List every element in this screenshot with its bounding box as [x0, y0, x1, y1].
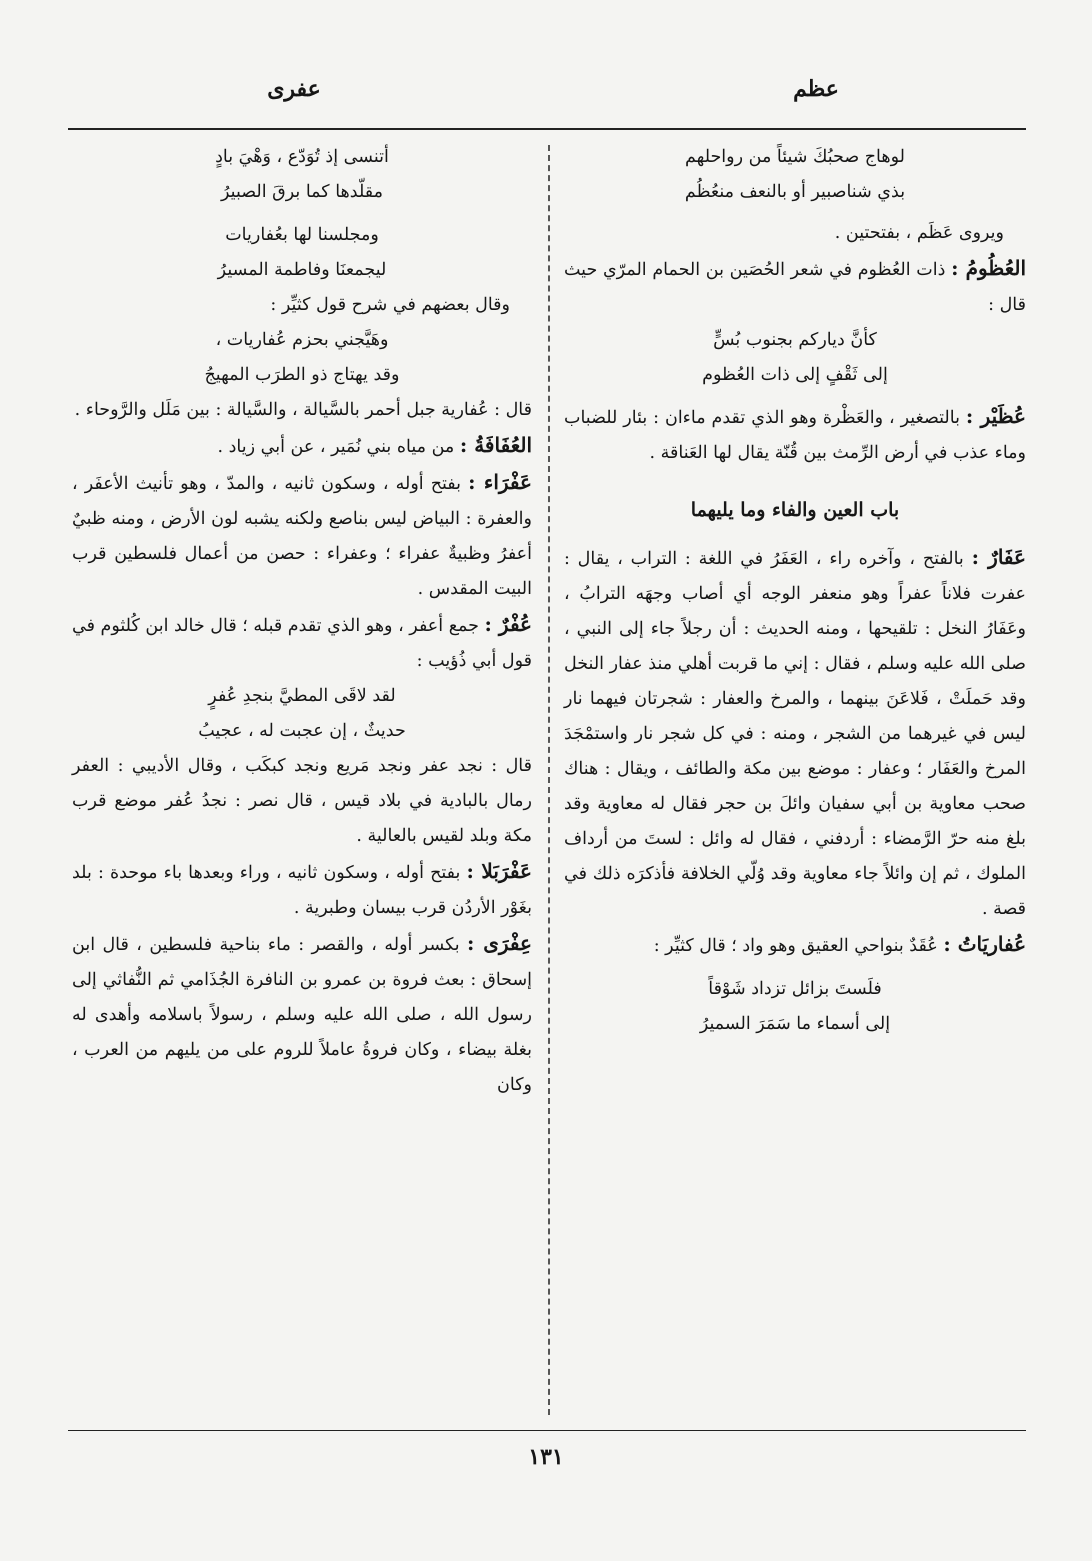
entry — [72, 854, 532, 926]
right-column — [564, 140, 1026, 1042]
entry-text: بالفتح ، وآخره راء ، العَفَرُ في اللغة : التراب ، يقال : عفرت فلاناً عفراً وهو منعفر الوجه أي أصاب وجهَه الترابُ ، وعَفَارُ النخل : تلقيحها ، ومنه الحديث : أن رجلاً جاء إلى النبي ، صلى الله عليه وسلم ، فقال : إني ما قربت أهلي منذ عفار النخل وقد حَملَتْ ، فَلاعَنَ بينهما ، والمرخ والعفار : شجرتان فيهما نار ليس في غيرهما من الشجر ، ومنه : في كل شجر نار واستمْجَدَ المرخ والعَفَار ؛ وعفار : موضع بين مكة والطائف ، ويقال : هناك صحب معاوية بن أبي سفيان وائلَ بن حجر فقال له معاوية وقد بلغ منه حرّ الرَّمضاء : أردفني ، فقال له وائل : لستَ من أرداف الملوك ، ثم إن وائلاً جاء معاوية وقد وُلّي الخلافة فأذكرَه ذلك في قصة . — [564, 549, 1026, 919]
verse — [72, 323, 532, 393]
paragraph: قال : عُفارية جبل أحمر بالسَّيالة ، والسَّيالة : بين مَلَل والرَّوحاء . — [74, 400, 532, 420]
entry-text: بفتح أوله ، وسكون ثانيه ، والمدّ ، وهو تأنيث الأعفَر ، والعفرة : البياض ليس بناصع ولكنه يشبه لون الأرض ، ومنه ظبيٌ أعفرُ وظبيةٌ عفراء ؛ وعفراء : حصن من أعمال فلسطين قرب البيت المقدس . — [72, 474, 532, 599]
entry-text: ذات العُظوم في شعر الحُصَين بن الحمام المرّي حيث قال : — [564, 260, 1026, 315]
verse — [564, 972, 1026, 1042]
verse-line: وقد يهتاج ذو الطرَب المهيجُ — [204, 365, 400, 385]
running-header-left: عفرى — [267, 76, 321, 102]
verse-line: حديثٌ ، إن عجبت له ، عجيبُ — [198, 721, 406, 741]
entry-text: بفتح أوله ، وسكون ثانيه ، وراء وبعدها باء موحدة : بلد بغَوْر الأردُن قرب بيسان وطبرية . — [72, 863, 532, 918]
verse — [564, 140, 1026, 210]
entry-text: عُقَدٌ بنواحي العقيق وهو واد ؛ قال كثيِّر : — [653, 936, 938, 956]
header-rule — [68, 128, 1026, 130]
paragraph: وقال بعضهم في شرح قول كثيِّر : — [270, 295, 510, 315]
entry-headword: عُظَيْر : — [965, 404, 1026, 428]
footer-rule — [68, 1430, 1026, 1431]
entry — [564, 251, 1026, 323]
left-column — [72, 140, 532, 1103]
entry — [72, 926, 532, 1103]
entry — [564, 399, 1026, 471]
entry-text: من مياه بني نُمَير ، عن أبي زياد . — [217, 437, 455, 457]
entry-headword: عَفْرَاء : — [468, 470, 532, 494]
paragraph: قال : نجد عفر ونجد مَريع ونجد كبكَب ، وقال الأديبي : العفر رمال بالبادية في بلاد قيس ، قال نصر : نجدُ عُفر موضع قرب مكة وبلد لقيس بالعالية . — [72, 756, 532, 846]
entry-text: بكسر أوله ، والقصر : ماء بناحية فلسطين ، قال ابن إسحاق : بعث فروة بن عمرو بن النافرة الجُذَامي ثم النُّفاثي إلى رسول الله ، صلى الله عليه وسلم ، رسولاً باسلامه وأهدى له بغلة بيضاء ، وكان فروةُ عاملاً للروم على من يليهم من العرب ، وكان — [72, 935, 532, 1095]
entry — [72, 607, 532, 679]
verse-line: مقلّدها كما برقَ الصبيرُ — [221, 182, 383, 202]
entry-text: بالتصغير ، والعَظْرة وهو الذي تقدم ماءان : بئار للضباب وماء عذب في أرض الرِّمث بين قُنّة يقال لها العَناقة . — [564, 408, 1026, 463]
verse-line: ومجلسنا لها بعُفاريات — [225, 225, 379, 245]
verse-line: لوهاج صحبُكَ شيئاً من رواحلهم — [684, 147, 905, 167]
verse — [564, 323, 1026, 393]
verse-line: إلى أسماء ما سَمَرَ السميرُ — [699, 1014, 891, 1034]
entry — [564, 927, 1026, 964]
verse-line: كأنَّ دياركم بجنوب بُسٍّ — [713, 330, 877, 350]
entry-headword: عُفْرٌ : — [484, 612, 532, 636]
verse-line: إلى ثَقْفٍ إلى ذات العُظوم — [702, 365, 888, 385]
entry-headword: عَفَارٌ : — [971, 545, 1026, 569]
verse-line: فلَستَ بزائل تزداد شَوْقاً — [708, 979, 882, 999]
verse-line: وهَيَّجني بحزم عُفاريات ، — [215, 330, 389, 350]
entry-headword: عَفْرَبَلا : — [466, 859, 532, 883]
entry — [72, 465, 532, 607]
entry — [72, 428, 532, 465]
entry-headword: العُظُومُ : — [951, 256, 1026, 280]
entry — [564, 540, 1026, 927]
verse — [72, 140, 532, 210]
entry-headword: عُفاريَاتُ : — [943, 932, 1026, 956]
verse — [72, 679, 532, 749]
section-title: باب العين والفاء وما يليهما — [690, 499, 900, 521]
running-header-right: عظم — [793, 76, 839, 102]
entry-headword: عِفْرَى : — [467, 931, 532, 955]
page-number: ١٣١ — [528, 1444, 564, 1470]
column-divider — [548, 145, 550, 1415]
entry-headword: العُفَافَةُ : — [459, 433, 532, 457]
verse-line: أتنسى إذ تُوَدّع ، وَهْيَ بادٍ — [215, 147, 389, 167]
verse-line: ليجمعنَا وفاطمة المسيرُ — [217, 260, 387, 280]
verse-line: بذي شناصبير أو بالنعف منعُظُم — [684, 182, 906, 202]
verse — [72, 218, 532, 288]
verse-line: لقد لاقَى المطيَّ بنجدِ عُفرٍ — [208, 686, 396, 706]
entry-text: جمع أعفر ، وهو الذي تقدم قبله ؛ قال خالد ابن كُلثوم في قول أبي ذُؤيب : — [72, 616, 532, 671]
paragraph: ويروى عَظَم ، بفتحتين . — [834, 223, 1004, 243]
